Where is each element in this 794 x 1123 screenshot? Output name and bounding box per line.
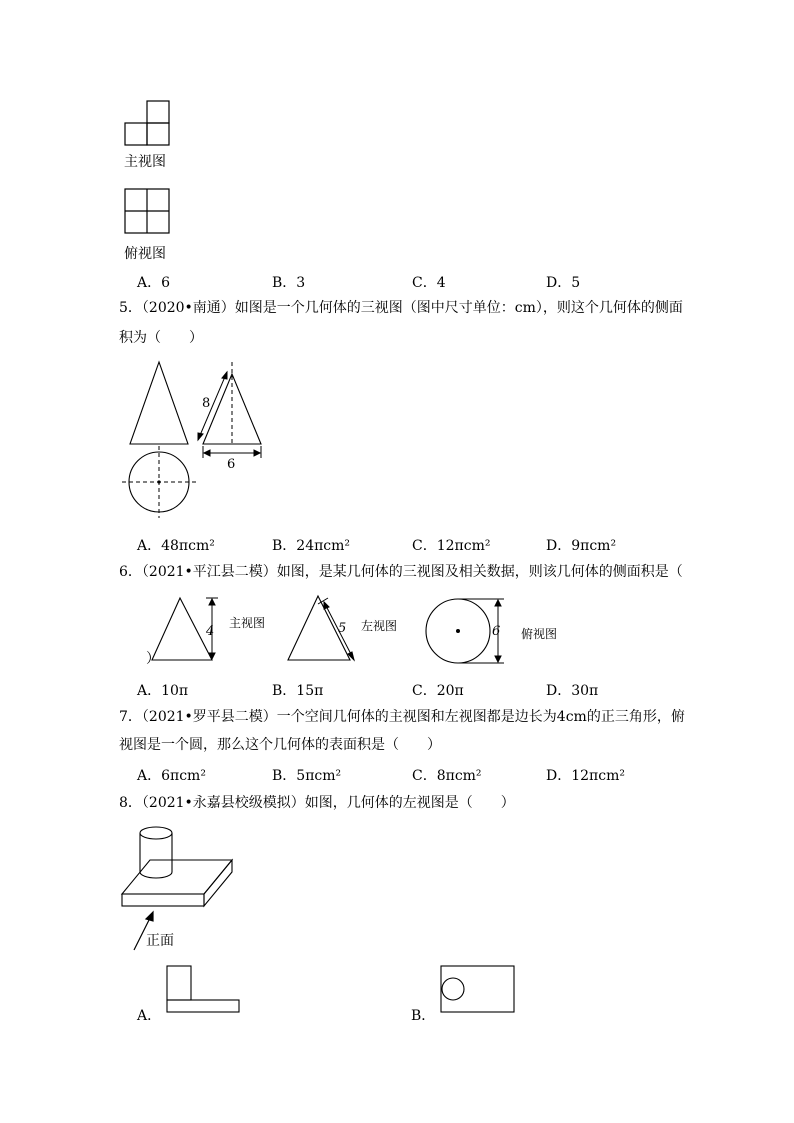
q5-option-c[interactable]: C．12πcm² [412, 538, 491, 554]
q5-option-d[interactable]: D．9πcm² [546, 538, 617, 554]
q6-dim-front: 4 [206, 624, 215, 639]
q5-stem-line2: 积为（ ） [119, 330, 203, 346]
q7-stem-line1: 7．（2021•罗平县二模）一个空间几何体的主视图和左视图都是边长为4cm的正三角形，俯 [119, 709, 685, 725]
main-view-label: 主视图 [124, 154, 166, 170]
q5-option-b[interactable]: B．24πcm² [272, 538, 351, 554]
q6-option-c[interactable]: C．20π [412, 683, 464, 699]
q8-stem-line1: 8．（2021•永嘉县校级模拟）如图，几何体的左视图是（ ） [119, 795, 515, 811]
q6-top-view-figure [424, 596, 514, 668]
q8-option-b[interactable]: B． [411, 1008, 436, 1024]
q6-top-label: 俯视图 [521, 627, 558, 641]
q8-option-a-figure[interactable] [165, 964, 243, 1016]
top-view-figure [124, 188, 172, 236]
q6-front-view-figure [150, 596, 230, 666]
q5-dim-slant: 8 [202, 396, 211, 411]
q6-stem-line2: ） [146, 651, 160, 667]
q5-option-a[interactable]: A．48πcm² [137, 538, 215, 554]
q8-option-a[interactable]: A． [137, 1008, 162, 1024]
main-view-figure [124, 98, 172, 146]
q6-option-b[interactable]: B．15π [272, 683, 324, 699]
q6-option-a[interactable]: A．10π [137, 683, 189, 699]
q7-option-d[interactable]: D．12πcm² [546, 768, 625, 784]
q6-left-view-figure [286, 592, 366, 668]
q7-option-a[interactable]: A．6πcm² [137, 768, 206, 784]
q4-option-b[interactable]: B．3 [272, 275, 306, 291]
q5-three-view-figure [118, 360, 278, 520]
q4-option-a[interactable]: A．6 [137, 275, 171, 291]
q8-option-b-figure[interactable] [440, 965, 518, 1015]
q7-option-b[interactable]: B．5πcm² [272, 768, 342, 784]
q7-option-c[interactable]: C．8πcm² [412, 768, 482, 784]
q6-dim-left: 5 [338, 621, 347, 636]
q4-option-c[interactable]: C．4 [412, 275, 446, 291]
q8-solid-figure [120, 824, 240, 954]
q6-dim-top: 6 [492, 624, 501, 639]
q5-dim-base: 6 [227, 457, 236, 472]
top-view-label: 俯视图 [124, 246, 166, 262]
q5-stem-line1: 5．（2020•南通）如图是一个几何体的三视图（图中尺寸单位：cm），则这个几何体的侧面 [119, 300, 683, 316]
q6-front-label: 主视图 [229, 616, 266, 630]
q4-option-d[interactable]: D．5 [546, 275, 581, 291]
q6-stem-line1: 6．（2021•平江县二模）如图，是某几何体的三视图及相关数据，则该几何体的侧面积是（ [119, 564, 683, 580]
q8-front-label: 正面 [146, 933, 174, 949]
q7-stem-line2: 视图是一个圆，那么这个几何体的表面积是（ ） [119, 737, 441, 753]
q6-left-label: 左视图 [361, 619, 398, 633]
q6-option-d[interactable]: D．30π [546, 683, 599, 699]
